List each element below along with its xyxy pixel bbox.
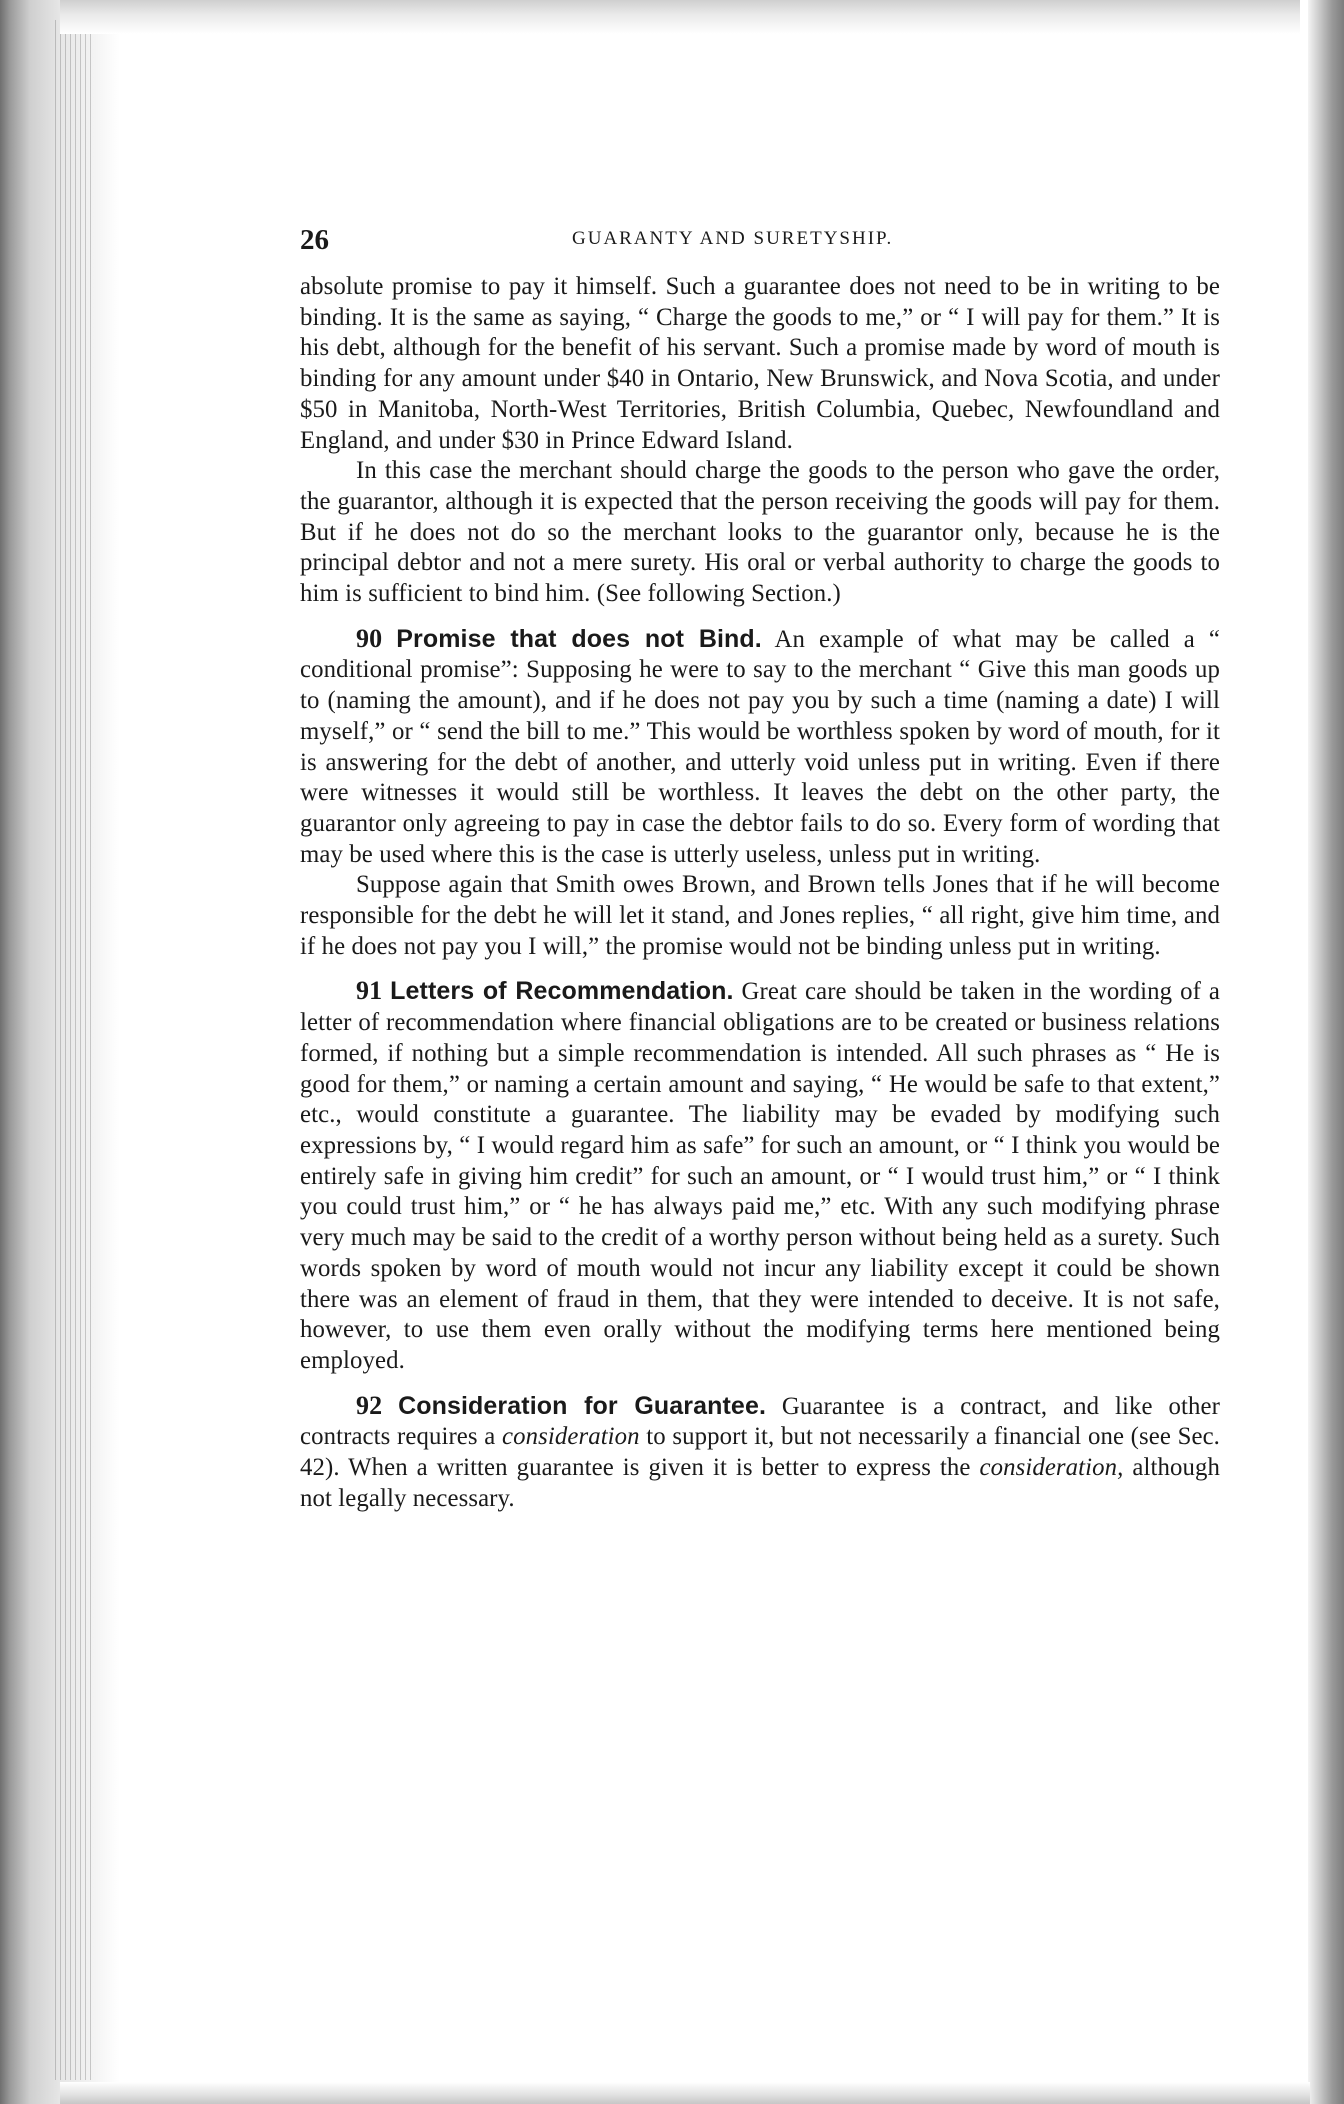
section-title: Letters of Recommendation. <box>390 977 734 1006</box>
section-title: Consideration for Guarantee. <box>398 1391 766 1420</box>
page-stack-lines <box>55 20 95 2080</box>
section-90 <box>300 624 1220 871</box>
bottom-scan-edge <box>60 2082 1310 2104</box>
page-header <box>300 224 1220 258</box>
section-text-b: to support it, but not necessarily a financial one (see Sec. 42). When a written guarantee is given it is better to express the <box>300 1423 1220 1482</box>
section-92 <box>300 1391 1220 1515</box>
section-text: Great care should be taken in the wording of a letter of recommendation where financial obligations are to be created or business relations formed, if nothing but a simple recommendation is intended. All such phrases as “ He is good for them,” or naming a certain amount and saying, “ He would be safe to that extent,” etc., would constitute a guarantee. The liability may be evaded by modifying such expressions by, “ I would regard him as safe” for such an amount, or “ I think you would be entirely safe in giving him credit” for such an amount, or “ I would trust him,” or “ I think you could trust him,” or “ he has always paid me,” etc. With any such modifying phrase very much may be said to the credit of a worthy person without being held as a surety. Such words spoken by word of mouth would not incur any liability except it could be shown there was an element of fraud in them, that they were intended to deceive. It is not safe, however, to use them even orally without the modifying terms here mentioned being employed. <box>300 978 1220 1374</box>
section-text: An example of what may be called a “ conditional promise”: Supposing he were to say to the merchant “ Give this man goods up to (naming the amount), and if he does not pay you by such a time (naming a date) I will myself,” or “ send the bill to me.” This would be worthless spoken by word of mouth, for it is answering for the debt of another, and utterly void unless put in writing. Even if there were witnesses it would still be worthless. It leaves the debt on the other party, the guarantor only agreeing to pay in case the debtor fails to do so. Every form of wording that may be used where this is the case is utterly useless, unless put in writing. <box>300 625 1220 868</box>
section-title: Promise that does not Bind. <box>396 624 762 653</box>
section-number: 91 <box>356 976 383 1006</box>
emphasis-consideration-2: consideration, <box>979 1454 1124 1482</box>
section-91 <box>300 976 1220 1376</box>
paragraph-continued: absolute promise to pay it himself. Such a guarantee does not need to be in writing to be binding. It is the same as saying, “ Charge the goods to me,” or “ I will pay for them.” It is his debt, although for the benefit of his servant. Such a promise made by word of mouth is binding for any amount under $40 in Ontario, New Brunswick, and Nova Scotia, and under $50 in Manitoba, North-West Territories, British Columbia, Quebec, Newfoundland and England, and under $30 in Prince Edward Island. <box>300 273 1220 454</box>
section-text-a: Guarantee is a contract, and like other contracts requires a <box>300 1392 1220 1451</box>
section-90-continuation: Suppose again that Smith owes Brown, and Brown tells Jones that if he will become responsible for the debt he will let it stand, and Jones replies, “ all right, give him time, and if he does not pay you I will,” the promise would not be binding unless put in writing. <box>300 871 1220 960</box>
page-number: 26 <box>300 224 329 256</box>
running-title: GUARANTY AND SURETYSHIP. <box>572 228 894 249</box>
section-number: 90 <box>356 623 383 653</box>
emphasis-consideration: consideration <box>502 1423 640 1451</box>
paragraph-merchant: In this case the merchant should charge the goods to the person who gave the order, the guarantor, although it is expected that the person receiving the goods will pay for them. But if he does not do so the merchant looks to the guarantor only, because he is the principal debtor and not a mere surety. His oral or verbal authority to charge the goods to him is sufficient to bind him. (See following Section.) <box>300 457 1220 608</box>
section-text-c: although not legally necessary. <box>300 1454 1220 1512</box>
right-scan-edge <box>1308 0 1344 2104</box>
section-number: 92 <box>356 1390 383 1420</box>
page-body <box>300 272 1220 1514</box>
top-scan-edge <box>60 0 1300 34</box>
